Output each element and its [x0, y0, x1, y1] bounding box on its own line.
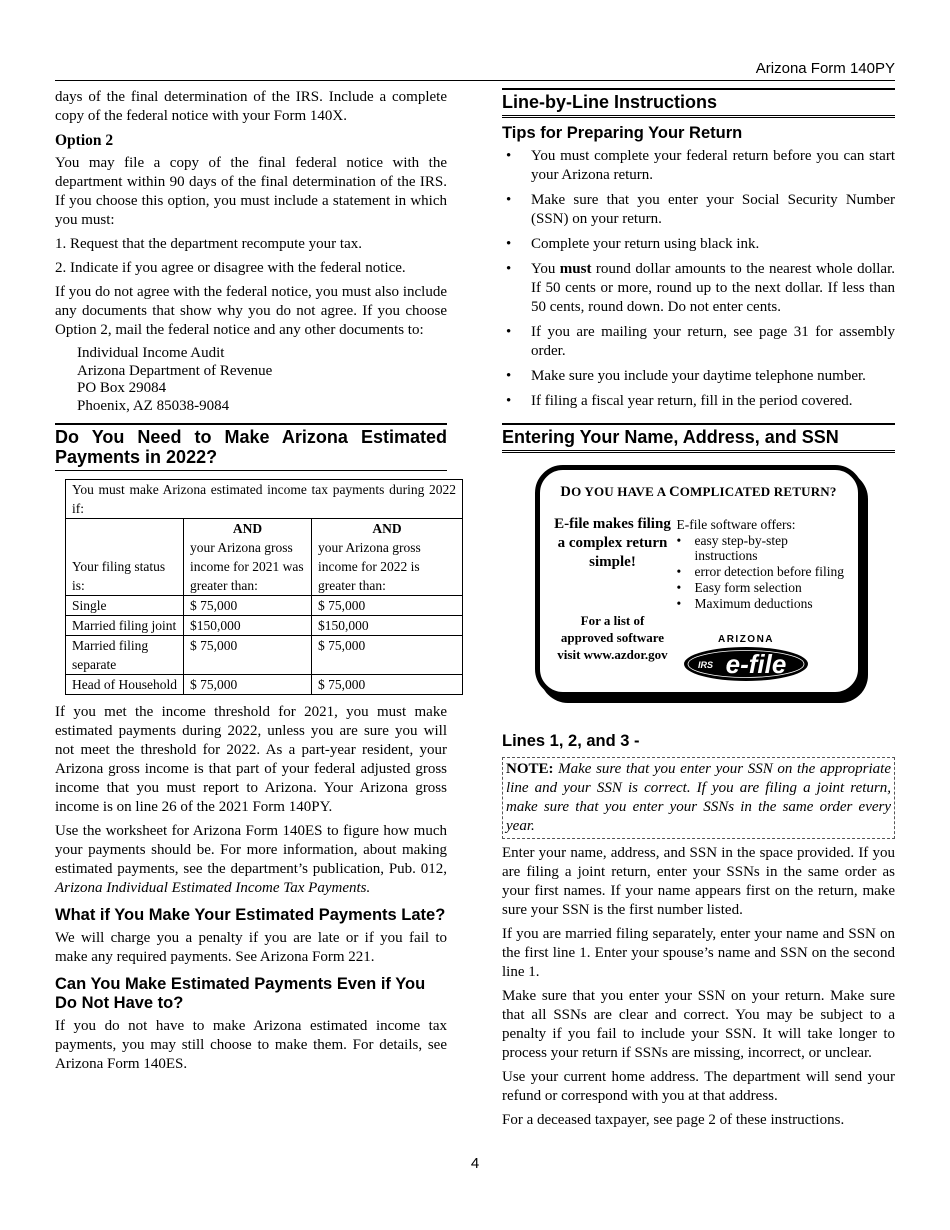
- lines-1-2-3-heading: Lines 1, 2, and 3 -: [502, 732, 640, 750]
- and-label: AND: [372, 521, 402, 536]
- instruction-paragraph: For a deceased taxpayer, see page 2 of these instructions.: [502, 1112, 845, 1128]
- col-2022-text: your Arizona gross income for 2022 is greater than:: [318, 540, 421, 593]
- address-line: Phoenix, AZ 85038-9084: [77, 397, 230, 414]
- table-row: [66, 596, 463, 616]
- ssn-note: [502, 757, 895, 839]
- value-2022-cell: $ 75,000: [312, 675, 463, 695]
- efile-box-title: DO YOU HAVE A COMPLICATED RETURN?: [560, 484, 837, 500]
- logo-arizona-text: ARIZONA: [717, 634, 774, 645]
- table-row: [66, 675, 463, 695]
- and-label: AND: [232, 521, 263, 536]
- note-text: Make sure that you enter your SSN on the appropriate line and your SSN is correct. If you are filing a joint return, make sure that you enter your SSNs in the same order every year.: [506, 761, 892, 834]
- efile-offers: [677, 517, 847, 612]
- page-number: 4: [470, 1155, 480, 1172]
- worksheet-paragraph: [55, 822, 447, 898]
- value-2021-cell: $ 75,000: [184, 636, 312, 675]
- tip-item: • You must complete your federal return before you can start your Arizona return.: [506, 148, 895, 183]
- table-intro: You must make Arizona estimated income tax payments during 2022 if:: [66, 480, 463, 519]
- address-line: PO Box 29084: [77, 380, 167, 396]
- note-label: NOTE:: [506, 761, 554, 777]
- option2-item: 2. Indicate if you agree or disagree with the federal notice.: [55, 260, 406, 276]
- col-header-status: Your filing status is:: [66, 519, 184, 596]
- header-rule: [55, 80, 895, 81]
- status-cell: Single: [66, 596, 184, 616]
- col-header-2022: [312, 519, 463, 596]
- tip-item: • You must round dollar amounts to the nearest whole dollar. If 50 cents or more, round up to the next dollar. If less than 50 cents, round down. Do not enter cents.: [506, 261, 895, 315]
- status-cell: Married filing separate: [66, 636, 184, 675]
- option2-title: Option 2: [55, 132, 114, 149]
- value-2022-cell: $ 75,000: [312, 596, 463, 616]
- status-cell: Married filing joint: [66, 616, 184, 636]
- logo-irs-text: IRS: [697, 660, 713, 670]
- option2-paragraph: You may file a copy of the final federal notice with the department within 90 days of the final determination of the IRS. If you choose this option, you must include a statement in which you must:: [55, 155, 447, 228]
- line-by-line-heading: Line-by-Line Instructions: [502, 88, 895, 118]
- tip-item: • If filing a fiscal year return, fill in the period covered.: [506, 393, 853, 409]
- estimated-payments-table: [65, 479, 463, 695]
- col-2021-text: your Arizona gross income for 2021 was greater than:: [190, 540, 304, 593]
- tip-item: • Complete your return using black ink.: [506, 236, 760, 252]
- efile-offer-item: • Maximum deductions: [676, 596, 813, 611]
- efile-promo-box: [535, 465, 863, 697]
- address-line: Arizona Department of Revenue: [77, 362, 273, 379]
- logo-efile-text: e-file: [725, 649, 786, 679]
- efile-tagline: E-file makes filing a complex return simple!: [554, 516, 671, 570]
- name-address-ssn-heading: Entering Your Name, Address, and SSN: [502, 423, 895, 453]
- worksheet-text: Use the worksheet for Arizona Form 140ES to figure how much your payments should be. For more information, about making estimated payments, see the department’s publication, Pub. 012,: [55, 823, 447, 877]
- late-payments-paragraph: We will charge you a penalty if you are late or if you fail to make any required payments. See Arizona Form 221.: [55, 930, 447, 965]
- value-2021-cell: $ 75,000: [184, 596, 312, 616]
- value-2022-cell: $150,000: [312, 616, 463, 636]
- address-line: Individual Income Audit: [77, 345, 225, 361]
- mailing-address: [77, 345, 447, 415]
- value-2021-cell: $ 75,000: [184, 675, 312, 695]
- arizona-efile-logo: [682, 632, 810, 684]
- late-payments-heading: What if You Make Your Estimated Payments Late?: [55, 906, 446, 924]
- efile-offers-label: E-file software offers:: [676, 517, 796, 532]
- optional-payments-paragraph: If you do not have to make Arizona estimated income tax payments, you may still choose to make them. For details, see Arizona Form 140ES.: [55, 1018, 447, 1072]
- threshold-paragraph: If you met the income threshold for 2021, you must make estimated payments during 2022, unless you are sure you will not meet the threshold for 2022. As a part-year resident, your Arizona gross income is that part of your federal adjusted gross income that you must report to Arizona. Your Arizona gross income is on line 26 of the 2021 Form 140PY.: [55, 704, 447, 815]
- efile-software-list-text: For a list of approved software visit www.azdor.gov: [557, 613, 668, 662]
- table-row: [66, 616, 463, 636]
- tip-item: • If you are mailing your return, see page 31 for assembly order.: [506, 324, 895, 359]
- tip-item: • Make sure that you enter your Social Security Number (SSN) on your return.: [506, 192, 895, 227]
- instruction-paragraph: If you are married filing separately, enter your name and SSN on the first line 1. Enter your spouse’s name and SSN on the second line 1.: [502, 926, 895, 980]
- status-cell: Head of Household: [66, 675, 184, 695]
- table-row: [66, 636, 463, 675]
- option2-item: 1. Request that the department recompute your tax.: [55, 236, 362, 252]
- tips-heading: Tips for Preparing Your Return: [502, 124, 743, 142]
- efile-offer-item: • easy step-by-step instructions: [676, 533, 788, 563]
- disagree-paragraph: If you do not agree with the federal notice, you must also include any documents that show why you do not agree. If you choose Option 2, mail the federal notice and any other documents to:: [55, 284, 447, 338]
- estimated-payments-heading: Do You Need to Make Arizona Estimated Payments in 2022?: [55, 423, 447, 471]
- publication-title: Arizona Individual Estimated Income Tax Payments.: [55, 880, 371, 896]
- tip-item: • Make sure you include your daytime telephone number.: [506, 368, 866, 384]
- form-name-header: Arizona Form 140PY: [755, 60, 895, 77]
- tips-list: [502, 147, 895, 411]
- efile-offer-item: • error detection before filing: [676, 564, 845, 579]
- value-2022-cell: $ 75,000: [312, 636, 463, 675]
- instruction-paragraph: Enter your name, address, and SSN in the space provided. If you are filing a joint return, enter your SSNs in the same order as your first names. If your name appears first on the return, make sure your SSN is the first number listed.: [502, 845, 895, 918]
- instruction-paragraph: Use your current home address. The department will send your refund or correspond with you at that address.: [502, 1069, 895, 1104]
- optional-payments-heading: Can You Make Estimated Payments Even if You Do Not Have to?: [55, 975, 426, 1012]
- right-column: [502, 88, 895, 1135]
- left-column: [55, 88, 456, 1079]
- col-header-2021: [184, 519, 312, 596]
- efile-offer-item: • Easy form selection: [676, 580, 802, 595]
- intro-paragraph: days of the final determination of the IRS. Include a complete copy of the federal notice with your Form 140X.: [55, 89, 447, 124]
- instruction-paragraph: Make sure that you enter your SSN on your return. Make sure that all SSNs are clear and correct. You may be subject to a penalty if you fail to include your SSN. It will take longer to process your return if SSNs are missing, incorrect, or unclear.: [502, 988, 895, 1061]
- value-2021-cell: $150,000: [184, 616, 312, 636]
